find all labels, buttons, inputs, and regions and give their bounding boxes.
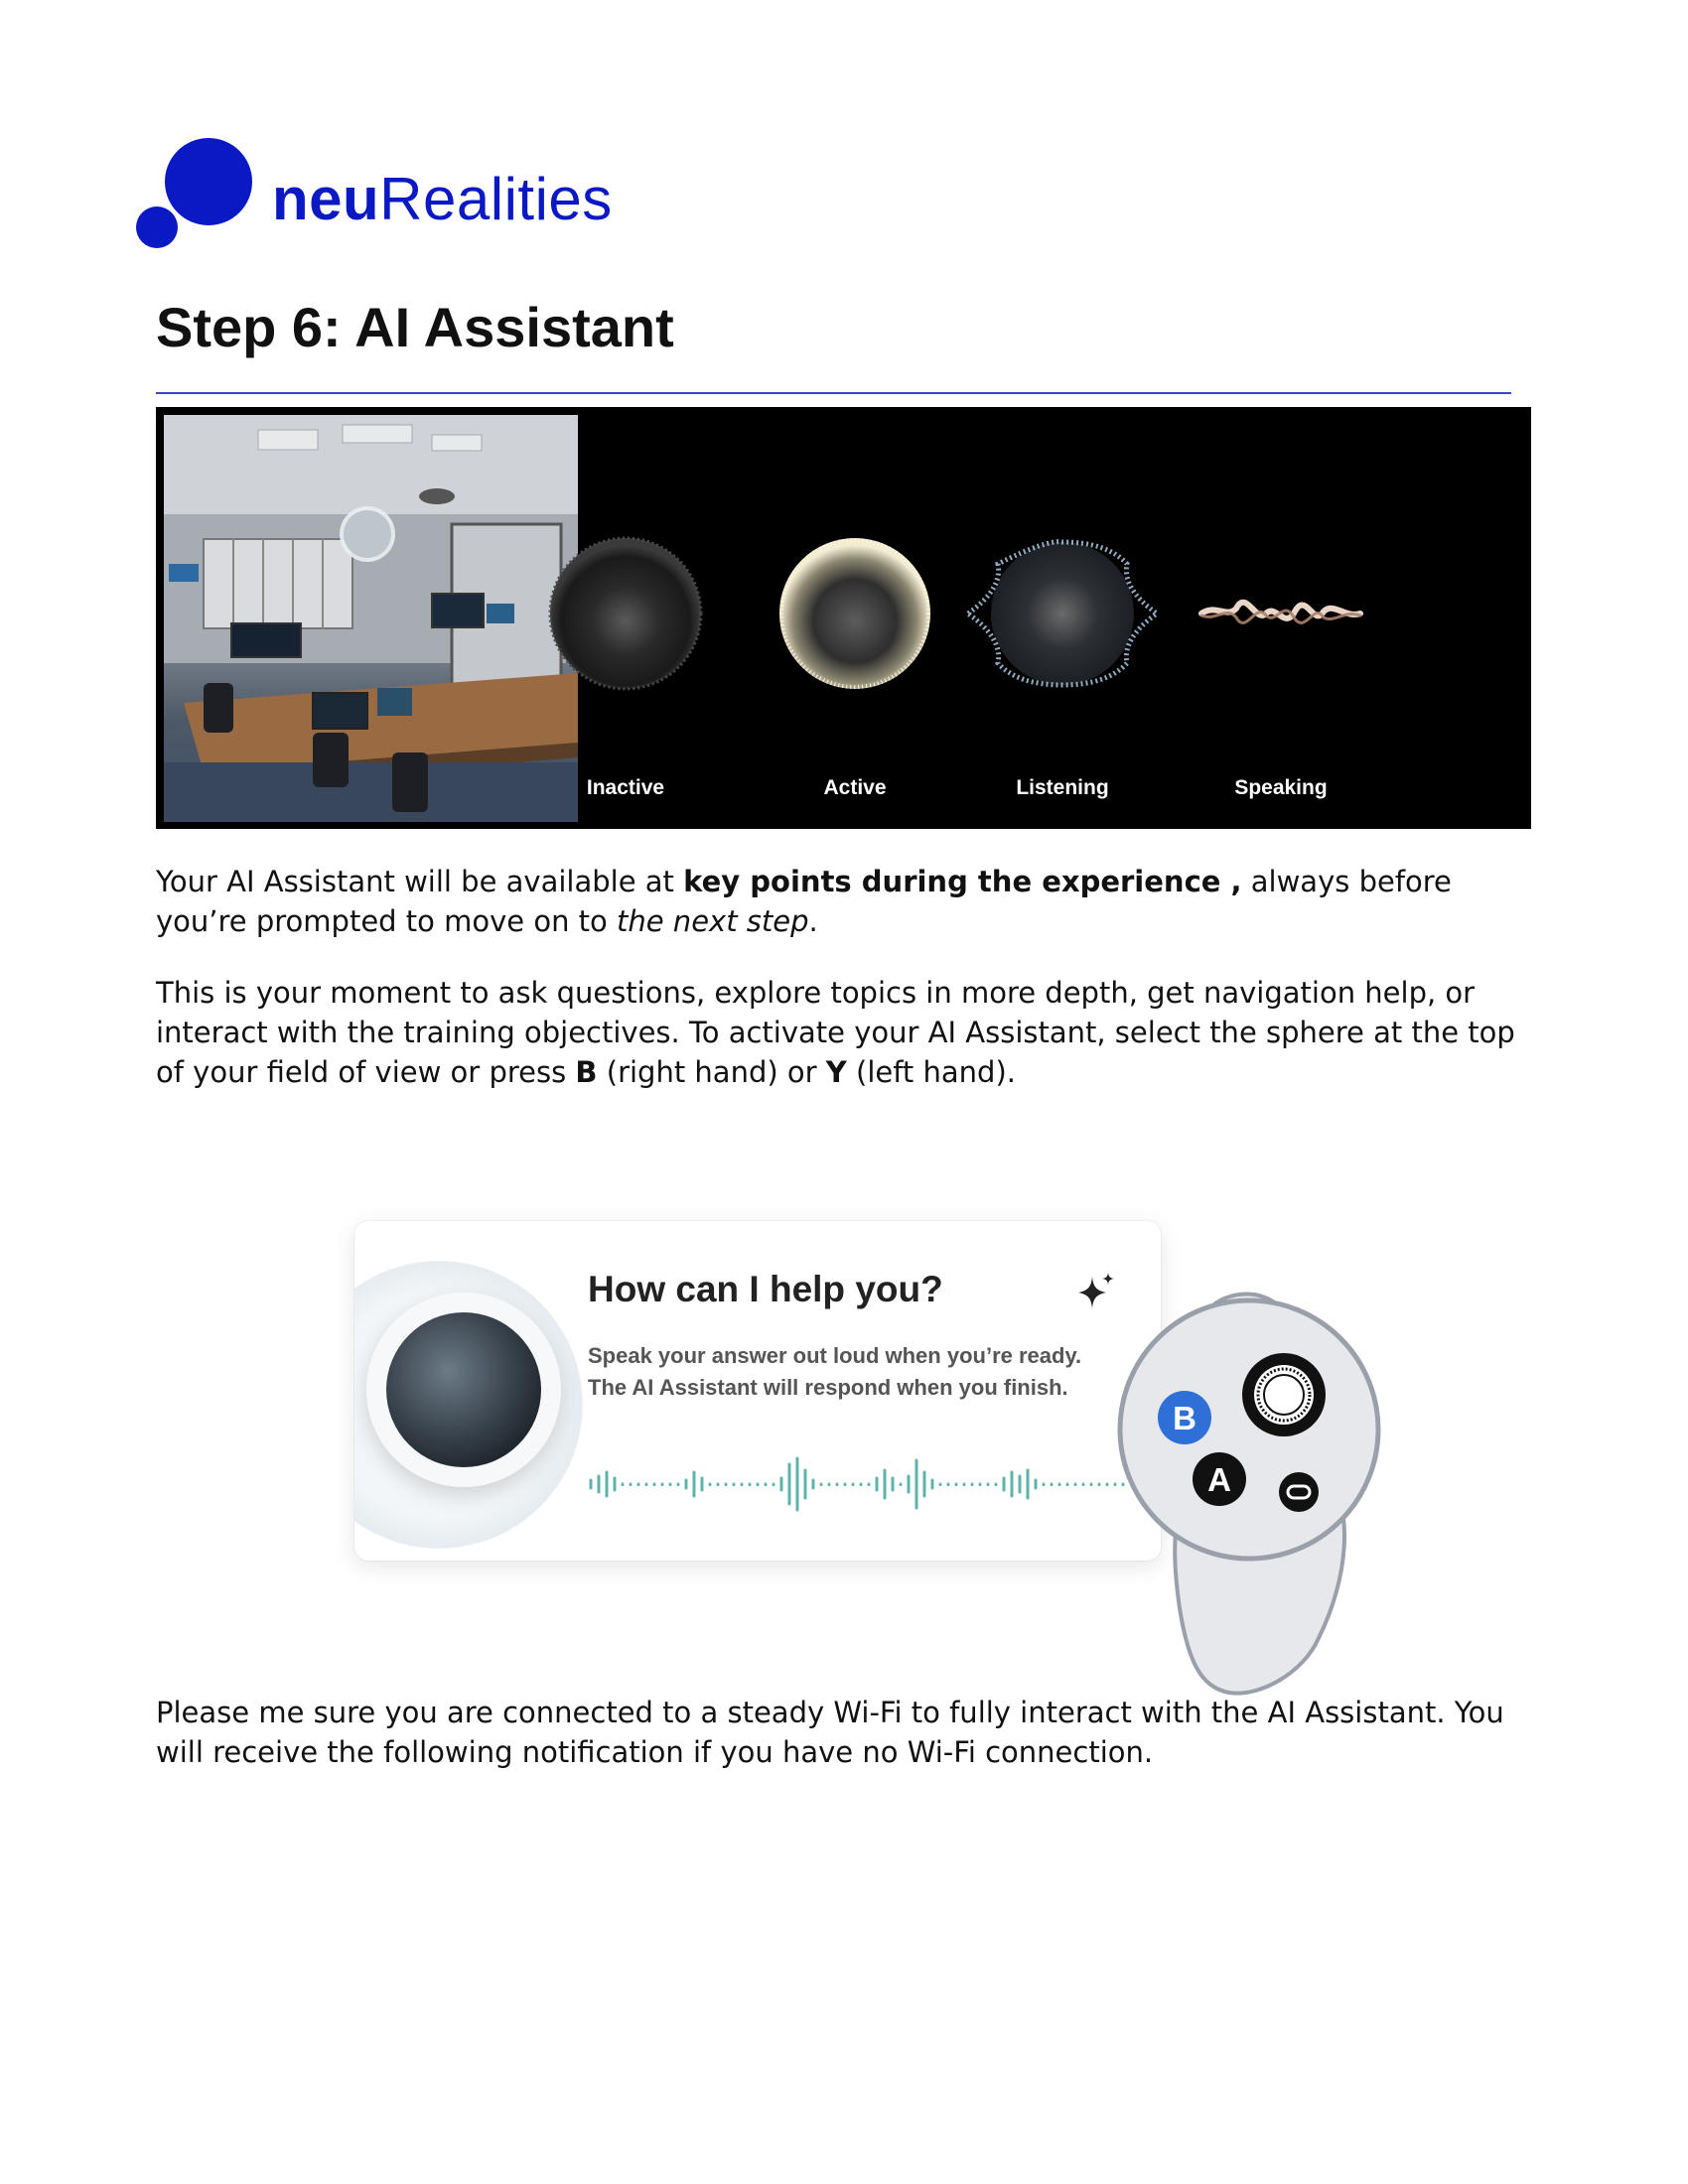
- logo-dot-small: [136, 206, 178, 248]
- assistant-card-title: How can I help you?: [588, 1269, 943, 1309]
- orb-speaking-wave-icon: [1196, 574, 1365, 653]
- state-listening: [953, 407, 1172, 829]
- assistant-card-subtitle: Speak your answer out loud when you’re ready. The AI Assistant will respond when you finish.: [588, 1343, 1082, 1400]
- state-inactive: [516, 407, 735, 829]
- state-label-listening: Listening: [1016, 776, 1109, 799]
- paragraph-wifi: Please me sure you are connected to a steady Wi-Fi to fully interact with the AI Assistant. You will receive the following notification if you have no Wi-Fi connection.: [156, 1696, 1504, 1769]
- page-title: Step 6: AI Assistant: [156, 296, 674, 358]
- state-label-inactive: Inactive: [586, 776, 665, 799]
- paragraph-availability: Your AI Assistant will be available at key points during the experience , always before you’re prompted to move on to the next step.: [156, 865, 1452, 938]
- assistant-sphere-icon[interactable]: [386, 1312, 541, 1467]
- button-a-icon[interactable]: [1193, 1452, 1246, 1506]
- logo-dot-large: [165, 138, 252, 225]
- orb-listening-icon: [958, 534, 1167, 693]
- orb-active-icon: [775, 534, 934, 693]
- paragraph-activation: This is your moment to ask questions, explore topics in more depth, get navigation help, or interact with the training objectives. To activate your AI Assistant, select the sphere at the top of your field of view or press B (right hand) or Y (left hand).: [156, 976, 1515, 1089]
- menu-button-icon[interactable]: [1279, 1472, 1319, 1512]
- right-controller-illustration: [1100, 1281, 1398, 1707]
- state-speaking: [1172, 407, 1390, 829]
- button-a-label: A: [1207, 1461, 1231, 1498]
- button-b-icon[interactable]: [1158, 1391, 1211, 1444]
- state-label-active: Active: [823, 776, 887, 799]
- voice-waveform-icon: [587, 1454, 1143, 1514]
- button-b-label: B: [1173, 1400, 1196, 1436]
- title-divider: [156, 392, 1511, 394]
- state-label-speaking: Speaking: [1234, 776, 1328, 799]
- assistant-states-banner: [156, 407, 1531, 829]
- brand-logo: [133, 135, 649, 254]
- state-active: [746, 407, 964, 829]
- assistant-prompt-card: [354, 1221, 1161, 1561]
- orb-inactive-icon: [546, 534, 705, 693]
- brand-name: neuRealities: [272, 166, 613, 232]
